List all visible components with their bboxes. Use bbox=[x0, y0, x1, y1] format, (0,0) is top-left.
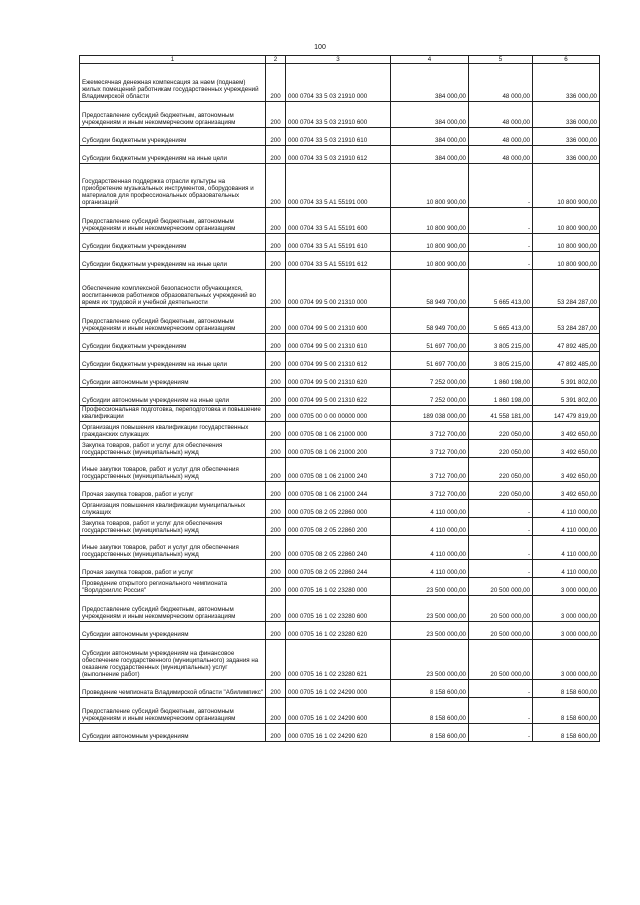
row-remaining-amount-cell: 8 158 600,00 bbox=[533, 698, 600, 724]
row-remaining-amount-cell: 336 000,00 bbox=[533, 102, 600, 128]
row-approved-amount-cell: 4 110 000,00 bbox=[391, 560, 469, 578]
row-line-code-cell: 200 bbox=[266, 596, 286, 622]
row-classification-code-cell: 000 0704 99 5 00 21310 620 bbox=[286, 370, 391, 388]
row-classification-code-cell: 000 0704 99 5 00 21310 622 bbox=[286, 388, 391, 406]
row-executed-amount-cell: 48 000,00 bbox=[469, 128, 533, 146]
row-line-code-cell: 200 bbox=[266, 406, 286, 422]
row-executed-amount-cell: 48 000,00 bbox=[469, 64, 533, 102]
row-line-code-cell: 200 bbox=[266, 440, 286, 458]
table-row bbox=[80, 308, 600, 334]
row-remaining-amount-cell: 4 110 000,00 bbox=[533, 518, 600, 536]
row-classification-code-cell: 000 0705 08 1 06 21000 000 bbox=[286, 422, 391, 440]
row-line-code-cell: 200 bbox=[266, 208, 286, 234]
row-line-code-cell: 200 bbox=[266, 146, 286, 164]
row-classification-code-cell: 000 0704 33 5 03 21910 612 bbox=[286, 146, 391, 164]
row-line-code-cell: 200 bbox=[266, 388, 286, 406]
table-row bbox=[80, 64, 600, 102]
row-remaining-amount-cell: 53 284 287,00 bbox=[533, 308, 600, 334]
table-row bbox=[80, 252, 600, 270]
row-remaining-amount-cell: 147 479 819,00 bbox=[533, 406, 600, 422]
row-classification-code-cell: 000 0705 16 1 02 23280 600 bbox=[286, 596, 391, 622]
table-row bbox=[80, 234, 600, 252]
row-line-code-cell: 200 bbox=[266, 680, 286, 698]
row-classification-code-cell: 000 0704 33 5 03 21910 000 bbox=[286, 64, 391, 102]
row-line-code-cell: 200 bbox=[266, 164, 286, 208]
table-row bbox=[80, 622, 600, 640]
row-line-code-cell: 200 bbox=[266, 724, 286, 742]
row-approved-amount-cell: 51 697 700,00 bbox=[391, 352, 469, 370]
table-row bbox=[80, 698, 600, 724]
table-row bbox=[80, 680, 600, 698]
row-executed-amount-cell: - bbox=[469, 698, 533, 724]
row-classification-code-cell: 000 0705 08 2 05 22860 200 bbox=[286, 518, 391, 536]
row-executed-amount-cell: 1 860 198,00 bbox=[469, 370, 533, 388]
row-name-cell: Проведение открытого регионального чемпионата "Ворлдскиллс Россия" bbox=[80, 578, 266, 596]
table-row bbox=[80, 482, 600, 500]
row-executed-amount-cell: 48 000,00 bbox=[469, 146, 533, 164]
page-number: 100 bbox=[314, 44, 326, 51]
table-row bbox=[80, 596, 600, 622]
row-line-code-cell: 200 bbox=[266, 308, 286, 334]
row-classification-code-cell: 000 0704 33 5 A1 55191 610 bbox=[286, 234, 391, 252]
row-line-code-cell: 200 bbox=[266, 500, 286, 518]
row-line-code-cell: 200 bbox=[266, 352, 286, 370]
row-remaining-amount-cell: 4 110 000,00 bbox=[533, 500, 600, 518]
row-approved-amount-cell: 10 800 900,00 bbox=[391, 234, 469, 252]
row-name-cell: Субсидии бюджетным учреждениям на иные цели bbox=[80, 252, 266, 270]
row-executed-amount-cell: - bbox=[469, 252, 533, 270]
row-remaining-amount-cell: 47 892 485,00 bbox=[533, 334, 600, 352]
row-approved-amount-cell: 7 252 000,00 bbox=[391, 370, 469, 388]
row-name-cell: Субсидии автономным учреждениям bbox=[80, 370, 266, 388]
row-executed-amount-cell: 3 805 215,00 bbox=[469, 352, 533, 370]
row-name-cell: Государственная поддержка отрасли культуры на приобретение музыкальных инструментов, оборудования и материалов для профессиональных образовательных организаций bbox=[80, 164, 266, 208]
column-header: 5 bbox=[469, 56, 533, 64]
budget-table bbox=[79, 55, 600, 742]
row-remaining-amount-cell: 10 800 900,00 bbox=[533, 164, 600, 208]
row-classification-code-cell: 000 0705 00 0 00 00000 000 bbox=[286, 406, 391, 422]
row-approved-amount-cell: 3 712 700,00 bbox=[391, 440, 469, 458]
row-remaining-amount-cell: 336 000,00 bbox=[533, 64, 600, 102]
table-row bbox=[80, 208, 600, 234]
row-classification-code-cell: 000 0704 33 5 A1 55191 600 bbox=[286, 208, 391, 234]
table-row bbox=[80, 422, 600, 440]
row-approved-amount-cell: 58 949 700,00 bbox=[391, 270, 469, 308]
row-executed-amount-cell: 220 050,00 bbox=[469, 440, 533, 458]
row-executed-amount-cell: 220 050,00 bbox=[469, 482, 533, 500]
row-remaining-amount-cell: 8 158 600,00 bbox=[533, 724, 600, 742]
row-name-cell: Иные закупки товаров, работ и услуг для обеспечения государственных (муниципальных) нужд bbox=[80, 536, 266, 560]
row-name-cell: Предоставление субсидий бюджетным, автономным учреждениям и иным некоммерческим организациям bbox=[80, 596, 266, 622]
row-classification-code-cell: 000 0705 08 2 05 22860 244 bbox=[286, 560, 391, 578]
row-approved-amount-cell: 23 500 000,00 bbox=[391, 596, 469, 622]
row-line-code-cell: 200 bbox=[266, 698, 286, 724]
table-row bbox=[80, 352, 600, 370]
row-name-cell: Организация повышения квалификации государственных гражданских служащих bbox=[80, 422, 266, 440]
row-classification-code-cell: 000 0705 08 1 06 21000 244 bbox=[286, 482, 391, 500]
table-row bbox=[80, 458, 600, 482]
column-header: 2 bbox=[266, 56, 286, 64]
table-body bbox=[80, 64, 600, 742]
row-approved-amount-cell: 58 949 700,00 bbox=[391, 308, 469, 334]
row-remaining-amount-cell: 3 000 000,00 bbox=[533, 640, 600, 680]
row-line-code-cell: 200 bbox=[266, 560, 286, 578]
row-approved-amount-cell: 384 000,00 bbox=[391, 64, 469, 102]
row-line-code-cell: 200 bbox=[266, 334, 286, 352]
row-approved-amount-cell: 23 500 000,00 bbox=[391, 622, 469, 640]
row-line-code-cell: 200 bbox=[266, 482, 286, 500]
row-name-cell: Субсидии бюджетным учреждениям на иные цели bbox=[80, 146, 266, 164]
row-executed-amount-cell: 5 665 413,00 bbox=[469, 270, 533, 308]
row-executed-amount-cell: - bbox=[469, 680, 533, 698]
row-name-cell: Профессиональная подготовка, переподготовка и повышение квалификации bbox=[80, 406, 266, 422]
row-name-cell: Предоставление субсидий бюджетным, автономным учреждениям и иным некоммерческим организациям bbox=[80, 102, 266, 128]
table-row bbox=[80, 578, 600, 596]
row-remaining-amount-cell: 3 492 650,00 bbox=[533, 458, 600, 482]
row-executed-amount-cell: 20 500 000,00 bbox=[469, 578, 533, 596]
row-name-cell: Предоставление субсидий бюджетным, автономным учреждениям и иным некоммерческим организациям bbox=[80, 698, 266, 724]
row-remaining-amount-cell: 3 492 650,00 bbox=[533, 440, 600, 458]
row-line-code-cell: 200 bbox=[266, 518, 286, 536]
row-remaining-amount-cell: 5 391 802,00 bbox=[533, 388, 600, 406]
row-remaining-amount-cell: 5 391 802,00 bbox=[533, 370, 600, 388]
row-classification-code-cell: 000 0704 33 5 A1 55191 000 bbox=[286, 164, 391, 208]
row-remaining-amount-cell: 8 158 600,00 bbox=[533, 680, 600, 698]
row-name-cell: Проведение чемпионата Владимирской области "Абилимпикс" bbox=[80, 680, 266, 698]
row-line-code-cell: 200 bbox=[266, 370, 286, 388]
table-row bbox=[80, 102, 600, 128]
row-remaining-amount-cell: 3 000 000,00 bbox=[533, 622, 600, 640]
row-approved-amount-cell: 4 110 000,00 bbox=[391, 536, 469, 560]
row-approved-amount-cell: 384 000,00 bbox=[391, 102, 469, 128]
row-classification-code-cell: 000 0704 33 5 03 21910 610 bbox=[286, 128, 391, 146]
row-line-code-cell: 200 bbox=[266, 640, 286, 680]
column-header: 4 bbox=[391, 56, 469, 64]
column-header: 3 bbox=[286, 56, 391, 64]
row-classification-code-cell: 000 0704 99 5 00 21310 610 bbox=[286, 334, 391, 352]
row-approved-amount-cell: 8 158 600,00 bbox=[391, 724, 469, 742]
row-line-code-cell: 200 bbox=[266, 458, 286, 482]
row-approved-amount-cell: 23 500 000,00 bbox=[391, 578, 469, 596]
row-approved-amount-cell: 3 712 700,00 bbox=[391, 482, 469, 500]
row-classification-code-cell: 000 0705 08 1 06 21000 200 bbox=[286, 440, 391, 458]
table-row bbox=[80, 440, 600, 458]
row-name-cell: Субсидии автономным учреждениям на иные цели bbox=[80, 388, 266, 406]
table-row bbox=[80, 500, 600, 518]
row-classification-code-cell: 000 0705 08 2 05 22860 240 bbox=[286, 536, 391, 560]
row-classification-code-cell: 000 0704 99 5 00 21310 600 bbox=[286, 308, 391, 334]
row-name-cell: Субсидии автономным учреждениям bbox=[80, 622, 266, 640]
row-remaining-amount-cell: 3 492 650,00 bbox=[533, 422, 600, 440]
row-executed-amount-cell: 5 665 413,00 bbox=[469, 308, 533, 334]
row-classification-code-cell: 000 0705 08 1 06 21000 240 bbox=[286, 458, 391, 482]
row-executed-amount-cell: 3 805 215,00 bbox=[469, 334, 533, 352]
row-remaining-amount-cell: 10 800 900,00 bbox=[533, 252, 600, 270]
row-name-cell: Прочая закупка товаров, работ и услуг bbox=[80, 482, 266, 500]
row-approved-amount-cell: 8 158 600,00 bbox=[391, 698, 469, 724]
row-executed-amount-cell: 220 050,00 bbox=[469, 458, 533, 482]
table-row bbox=[80, 388, 600, 406]
row-name-cell: Закупка товаров, работ и услуг для обеспечения государственных (муниципальных) нужд bbox=[80, 440, 266, 458]
row-classification-code-cell: 000 0704 33 5 A1 55191 612 bbox=[286, 252, 391, 270]
row-approved-amount-cell: 4 110 000,00 bbox=[391, 500, 469, 518]
row-executed-amount-cell: - bbox=[469, 500, 533, 518]
row-approved-amount-cell: 7 252 000,00 bbox=[391, 388, 469, 406]
row-name-cell: Предоставление субсидий бюджетным, автономным учреждениям и иным некоммерческим организациям bbox=[80, 308, 266, 334]
row-classification-code-cell: 000 0705 16 1 02 24290 620 bbox=[286, 724, 391, 742]
row-line-code-cell: 200 bbox=[266, 252, 286, 270]
table-row bbox=[80, 724, 600, 742]
row-approved-amount-cell: 3 712 700,00 bbox=[391, 458, 469, 482]
header-row bbox=[80, 56, 600, 64]
row-remaining-amount-cell: 3 000 000,00 bbox=[533, 596, 600, 622]
row-classification-code-cell: 000 0705 16 1 02 24290 600 bbox=[286, 698, 391, 724]
table-row bbox=[80, 640, 600, 680]
row-line-code-cell: 200 bbox=[266, 536, 286, 560]
table-row bbox=[80, 560, 600, 578]
row-executed-amount-cell: - bbox=[469, 234, 533, 252]
row-classification-code-cell: 000 0705 16 1 02 23280 621 bbox=[286, 640, 391, 680]
row-executed-amount-cell: - bbox=[469, 164, 533, 208]
row-line-code-cell: 200 bbox=[266, 578, 286, 596]
row-name-cell: Субсидии автономным учреждениям на финансовое обеспечение государственного (муниципального) задания на оказание государственных (муниципальных) услуг (выполнение работ) bbox=[80, 640, 266, 680]
table-row bbox=[80, 518, 600, 536]
row-classification-code-cell: 000 0705 16 1 02 23280 000 bbox=[286, 578, 391, 596]
row-approved-amount-cell: 8 158 600,00 bbox=[391, 680, 469, 698]
row-classification-code-cell: 000 0704 99 5 00 21310 000 bbox=[286, 270, 391, 308]
row-name-cell: Обеспечение комплексной безопасности обучающихся, воспитанников работников образовательных учреждений во время их трудовой и учебной деятельности bbox=[80, 270, 266, 308]
row-classification-code-cell: 000 0705 16 1 02 23280 620 bbox=[286, 622, 391, 640]
row-remaining-amount-cell: 336 000,00 bbox=[533, 146, 600, 164]
table-row bbox=[80, 270, 600, 308]
row-remaining-amount-cell: 4 110 000,00 bbox=[533, 560, 600, 578]
row-name-cell: Ежемесячная денежная компенсация за наем (поднаем) жилых помещений работникам государственных учреждений Владимирской области bbox=[80, 64, 266, 102]
row-approved-amount-cell: 384 000,00 bbox=[391, 146, 469, 164]
row-name-cell: Субсидии бюджетным учреждениям bbox=[80, 128, 266, 146]
row-name-cell: Организация повышения квалификации муниципальных служащих bbox=[80, 500, 266, 518]
row-line-code-cell: 200 bbox=[266, 622, 286, 640]
row-line-code-cell: 200 bbox=[266, 128, 286, 146]
row-executed-amount-cell: - bbox=[469, 208, 533, 234]
row-name-cell: Субсидии бюджетным учреждениям bbox=[80, 234, 266, 252]
table-row bbox=[80, 164, 600, 208]
row-classification-code-cell: 000 0704 99 5 00 21310 612 bbox=[286, 352, 391, 370]
column-header: 1 bbox=[80, 56, 266, 64]
table-row bbox=[80, 334, 600, 352]
row-executed-amount-cell: - bbox=[469, 536, 533, 560]
row-approved-amount-cell: 384 000,00 bbox=[391, 128, 469, 146]
row-remaining-amount-cell: 3 000 000,00 bbox=[533, 578, 600, 596]
table-row bbox=[80, 128, 600, 146]
row-approved-amount-cell: 189 038 000,00 bbox=[391, 406, 469, 422]
row-executed-amount-cell: - bbox=[469, 724, 533, 742]
row-approved-amount-cell: 51 697 700,00 bbox=[391, 334, 469, 352]
row-remaining-amount-cell: 10 800 900,00 bbox=[533, 234, 600, 252]
row-line-code-cell: 200 bbox=[266, 422, 286, 440]
row-line-code-cell: 200 bbox=[266, 270, 286, 308]
table-row bbox=[80, 536, 600, 560]
row-approved-amount-cell: 23 500 000,00 bbox=[391, 640, 469, 680]
row-classification-code-cell: 000 0705 16 1 02 24290 000 bbox=[286, 680, 391, 698]
row-classification-code-cell: 000 0704 33 5 03 21910 600 bbox=[286, 102, 391, 128]
row-remaining-amount-cell: 53 284 287,00 bbox=[533, 270, 600, 308]
row-name-cell: Прочая закупка товаров, работ и услуг bbox=[80, 560, 266, 578]
row-line-code-cell: 200 bbox=[266, 102, 286, 128]
row-line-code-cell: 200 bbox=[266, 234, 286, 252]
row-name-cell: Иные закупки товаров, работ и услуг для обеспечения государственных (муниципальных) нужд bbox=[80, 458, 266, 482]
row-executed-amount-cell: 220 050,00 bbox=[469, 422, 533, 440]
row-executed-amount-cell: 20 500 000,00 bbox=[469, 596, 533, 622]
row-name-cell: Закупка товаров, работ и услуг для обеспечения государственных (муниципальных) нужд bbox=[80, 518, 266, 536]
row-executed-amount-cell: 41 558 181,00 bbox=[469, 406, 533, 422]
row-remaining-amount-cell: 10 800 900,00 bbox=[533, 208, 600, 234]
row-remaining-amount-cell: 47 892 485,00 bbox=[533, 352, 600, 370]
row-remaining-amount-cell: 3 492 650,00 bbox=[533, 482, 600, 500]
row-executed-amount-cell: 1 860 198,00 bbox=[469, 388, 533, 406]
table-row bbox=[80, 406, 600, 422]
row-executed-amount-cell: 20 500 000,00 bbox=[469, 622, 533, 640]
column-header: 6 bbox=[533, 56, 600, 64]
table-row bbox=[80, 146, 600, 164]
row-approved-amount-cell: 10 800 900,00 bbox=[391, 208, 469, 234]
table-row bbox=[80, 370, 600, 388]
row-name-cell: Предоставление субсидий бюджетным, автономным учреждениям и иным некоммерческим организациям bbox=[80, 208, 266, 234]
row-line-code-cell: 200 bbox=[266, 64, 286, 102]
row-executed-amount-cell: 48 000,00 bbox=[469, 102, 533, 128]
row-name-cell: Субсидии бюджетным учреждениям на иные цели bbox=[80, 352, 266, 370]
row-executed-amount-cell: - bbox=[469, 560, 533, 578]
row-name-cell: Субсидии автономным учреждениям bbox=[80, 724, 266, 742]
row-name-cell: Субсидии бюджетным учреждениям bbox=[80, 334, 266, 352]
row-executed-amount-cell: 20 500 000,00 bbox=[469, 640, 533, 680]
row-executed-amount-cell: - bbox=[469, 518, 533, 536]
row-approved-amount-cell: 10 800 900,00 bbox=[391, 252, 469, 270]
row-approved-amount-cell: 3 712 700,00 bbox=[391, 422, 469, 440]
row-approved-amount-cell: 4 110 000,00 bbox=[391, 518, 469, 536]
row-approved-amount-cell: 10 800 900,00 bbox=[391, 164, 469, 208]
row-remaining-amount-cell: 336 000,00 bbox=[533, 128, 600, 146]
row-classification-code-cell: 000 0705 08 2 05 22860 000 bbox=[286, 500, 391, 518]
row-remaining-amount-cell: 4 110 000,00 bbox=[533, 536, 600, 560]
